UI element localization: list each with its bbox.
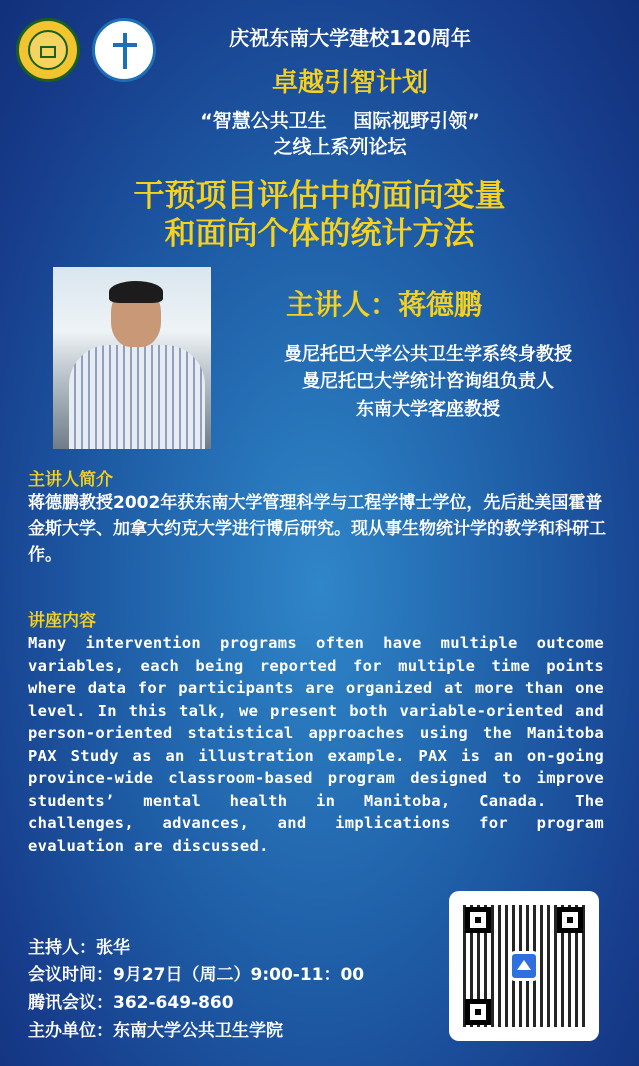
tencent-meeting-id: 腾讯会议：362-649-860	[28, 993, 234, 1013]
anniversary-line: 庆祝东南大学建校120周年	[229, 26, 471, 50]
southeast-university-logo	[16, 18, 80, 82]
meeting-qr-code[interactable]	[449, 891, 599, 1041]
speaker-name: 主讲人：蒋德鹏	[286, 288, 483, 321]
bio-heading: 主讲人简介	[28, 470, 113, 490]
program-title: 卓越引智计划	[271, 68, 428, 98]
forum-slogan: “智慧公共卫生 国际视野引领”	[200, 110, 480, 132]
speaker-photo	[53, 267, 211, 449]
speaker-affiliation: 曼尼托巴大学统计咨询组负责人	[302, 371, 554, 392]
forum-series: 之线上系列论坛	[273, 136, 407, 158]
host-info: 主持人：张华	[28, 938, 130, 958]
lecture-title-line-1: 干预项目评估中的面向变量	[133, 178, 506, 214]
lecture-content-text: Many intervention programs often have multiple outcome variables, each being reported for multiple time points where data for participants are organized at more than one level. In this talk, we present both variable-oriented and person-oriented statistical approaches using the Manitoba PAX Study as an illustration example. PAX is an on-going province-wide classroom-based program designed to improve students’ mental health in Manitoba, Canada. The challenges, advances, and implications for program evaluation are discussed.	[28, 634, 604, 855]
bio-text: 蒋德鹏教授2002年获东南大学管理科学与工程学博士学位，先后赴美国霍普金斯大学、加拿大约克大学进行博后研究。现从事生物统计学的教学和科研工作。	[28, 493, 606, 565]
lecture-title-line-2: 和面向个体的统计方法	[164, 216, 475, 252]
tencent-meeting-icon	[509, 951, 539, 981]
lecture-content-heading: 讲座内容	[28, 611, 96, 631]
meeting-time: 会议时间：9月27日（周二）9:00-11：00	[28, 965, 365, 985]
speaker-affiliation: 东南大学客座教授	[356, 399, 500, 420]
organizer-info: 主办单位：东南大学公共卫生学院	[28, 1021, 283, 1041]
speaker-affiliation: 曼尼托巴大学公共卫生学系终身教授	[284, 344, 572, 365]
